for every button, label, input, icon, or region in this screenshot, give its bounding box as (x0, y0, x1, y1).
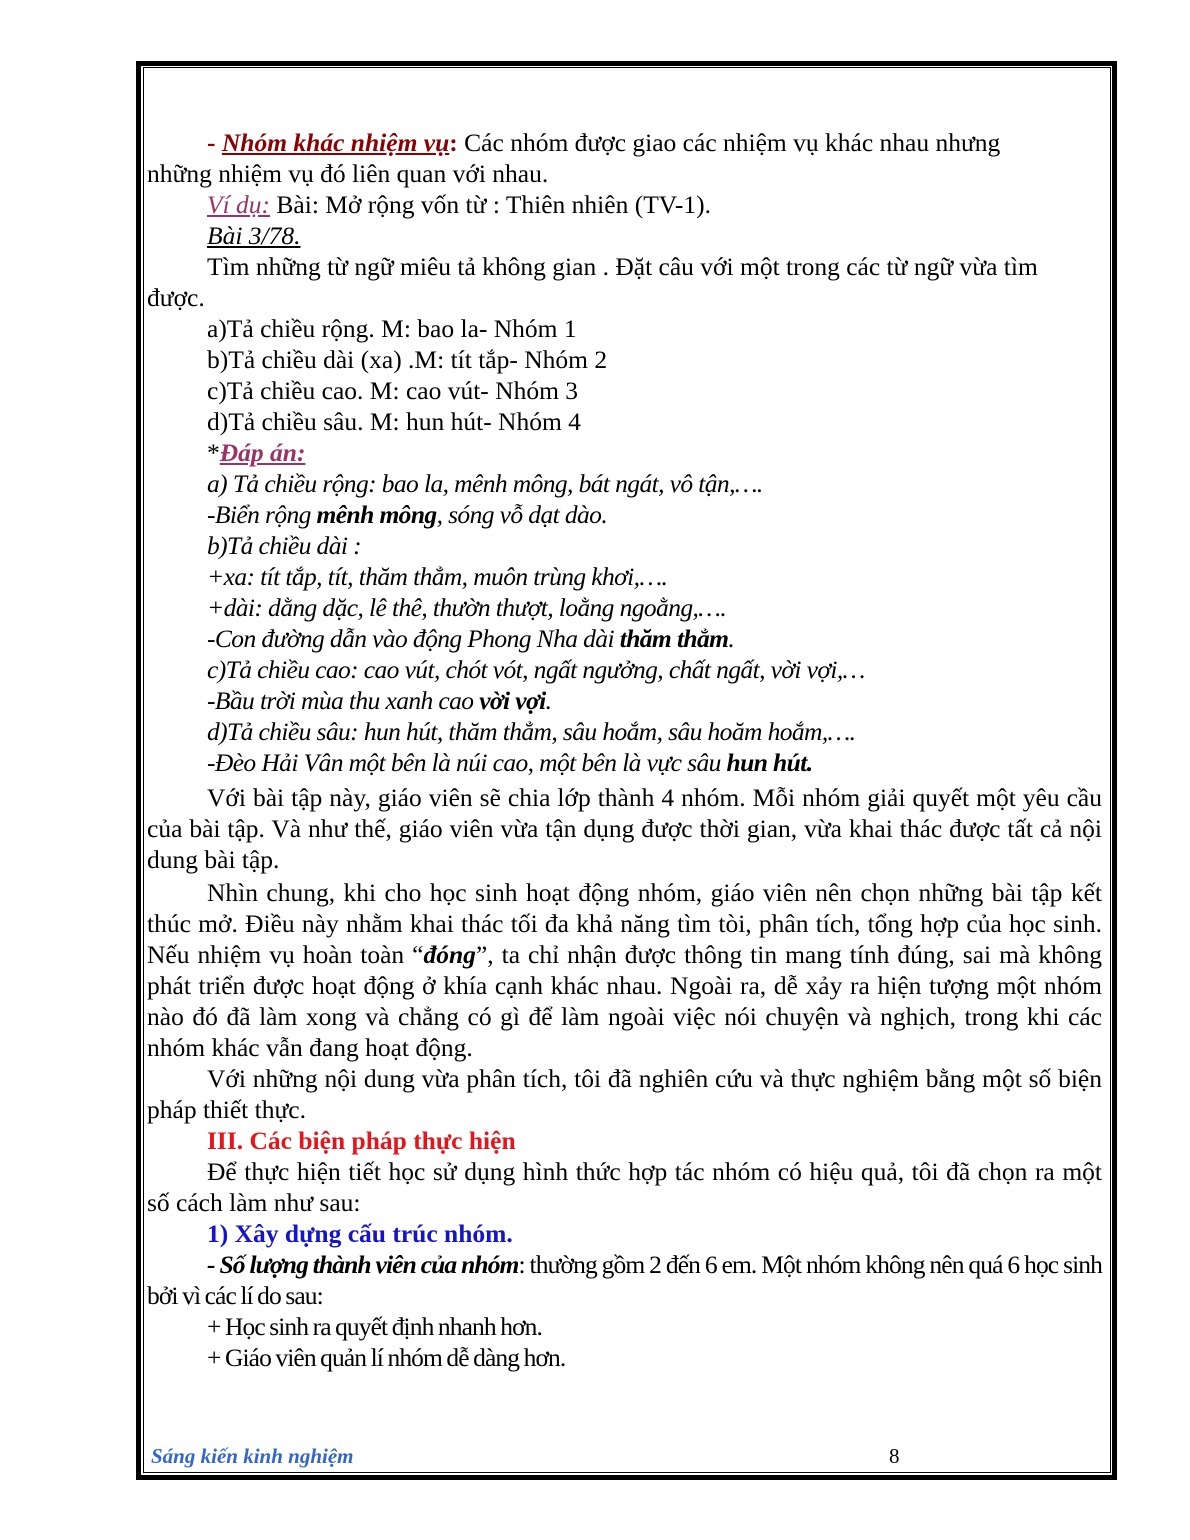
term-colon: : (449, 128, 458, 157)
text: -Đèo Hải Vân một bên là núi cao, một bên là vực sâu (207, 748, 727, 777)
bold-word: mênh mông (316, 500, 437, 529)
answer-a-example (207, 499, 1102, 530)
bold-word: thăm thẳm (619, 624, 729, 653)
paragraph-methods-intro: Để thực hiện tiết học sử dụng hình thức hợp tác nhóm có hiệu quả, tôi đã chọn ra một số cách làm như sau: (147, 1157, 1102, 1217)
text: được. (147, 283, 205, 312)
text: những nhiệm vụ đó liên quan với nhau. (147, 159, 549, 188)
paragraph-exercise-summary: Với bài tập này, giáo viên sẽ chia lớp thành 4 nhóm. Mỗi nhóm giải quyết một yêu cầu của bài tập. Và như thế, giáo viên vừa tận dụng được thời gian, vừa khai thác được tất cả nội dung bài tập. (147, 783, 1102, 874)
dash: - (207, 128, 222, 157)
document-body (147, 127, 1102, 1373)
text: , sóng vỗ dạt dào. (436, 500, 608, 529)
text: : thường gồm 2 đến 6 em. Một nhóm không nên quá 6 học sinh bởi vì các lí do sau: (147, 1250, 1103, 1310)
answer-block (147, 468, 1102, 778)
answer-heading (147, 437, 1102, 468)
task-c: c)Tả chiều cao. M: cao vút- Nhóm 3 (207, 376, 579, 405)
answer-d-example (207, 747, 1102, 778)
answer-c-example (207, 685, 1102, 716)
bold-word: đóng (423, 940, 476, 969)
subsection-heading: 1) Xây dựng cấu trúc nhóm. (207, 1219, 513, 1248)
task-a: a)Tả chiều rộng. M: bao la- Nhóm 1 (207, 314, 577, 343)
answer-d: d)Tả chiều sâu: hun hút, thăm thẳm, sâu hoắm, sâu hoăm hoắm,…. (207, 717, 856, 746)
bullet-2: + Giáo viên quản lí nhóm dễ dàng hơn. (207, 1343, 566, 1372)
paragraph-task-groups (147, 127, 1102, 189)
text: -Con đường dẫn vào động Phong Nha dài (207, 624, 620, 653)
paragraph-general (147, 877, 1102, 1063)
bold-term: - Số lượng thành viên của nhóm (207, 1250, 519, 1279)
section-heading: III. Các biện pháp thực hiện (207, 1126, 516, 1155)
asterisk: * (207, 438, 220, 467)
exercise-prompt (147, 251, 1102, 313)
text: Bài: Mở rộng vốn từ : Thiên nhiên (TV-1). (270, 190, 711, 219)
answer-b-long: +dài: dằng dặc, lê thê, thườn thượt, loằng ngoằng,…. (207, 593, 727, 622)
paragraph-research: Với những nội dung vừa phân tích, tôi đã nghiên cứu và thực nghiệm bằng một số biện pháp thiết thực. (147, 1064, 1102, 1124)
answer-b-example (207, 623, 1102, 654)
example-label: Ví dụ: (207, 190, 271, 219)
paragraph-group-size (147, 1249, 1102, 1311)
example-line (147, 189, 1102, 220)
text: Nhìn chung, khi cho học sinh hoạt động nhóm, giáo viên nên chọn những bài tập kết thúc mở. Điều này nhằm khai thác tối đa khả năng tìm tòi, phân tích, tổng hợp của học sinh. Nếu nhiệm vụ hoàn toàn “ (147, 878, 1102, 969)
bold-word: vời vợi (479, 686, 546, 715)
answer-b: b)Tả chiều dài : (207, 531, 361, 560)
page-number: 8 (889, 1444, 900, 1468)
exercise-number: Bài 3/78. (207, 221, 301, 250)
text: ”, ta chỉ nhận được thông tin mang tính đúng, sai mà không phát triển được hoạt động ở khía cạnh khác nhau. Ngoài ra, dễ xảy ra hiện tượng một nhóm nào đó đã làm xong và chẳng có gì để làm ngoài việc nói chuyện và nghịch, trong khi các nhóm khác vẫn đang hoạt động. (147, 940, 1103, 1062)
text: -Biển rộng (207, 500, 317, 529)
text: . (728, 624, 735, 653)
answer-c: c)Tả chiều cao: cao vút, chót vót, ngất ngưởng, chất ngất, vời vợi,… (207, 655, 865, 684)
task-d: d)Tả chiều sâu. M: hun hút- Nhóm 4 (207, 407, 581, 436)
text: Tìm những từ ngữ miêu tả không gian . Đặt câu với một trong các từ ngữ vừa tìm (207, 252, 1038, 281)
answer-label: Đáp án: (219, 438, 306, 467)
text: . (545, 686, 552, 715)
exercise-ref (147, 220, 1102, 251)
text: Các nhóm được giao các nhiệm vụ khác nhau nhưng (457, 128, 1001, 157)
task-b: b)Tả chiều dài (xa) .M: tít tắp- Nhóm 2 (207, 345, 608, 374)
term-nhom-khac-nhiem-vu: Nhóm khác nhiệm vụ (221, 128, 450, 157)
bold-word: hun hút. (726, 748, 813, 777)
answer-b-far: +xa: tít tắp, tít, thăm thẳm, muôn trùng khơi,…. (207, 562, 668, 591)
footer-title: Sáng kiến kinh nghiệm (151, 1444, 354, 1468)
answer-a: a) Tả chiều rộng: bao la, mênh mông, bát ngát, vô tận,…. (207, 469, 763, 498)
bullet-1: + Học sinh ra quyết định nhanh hơn. (207, 1312, 542, 1341)
text: -Bầu trời mùa thu xanh cao (207, 686, 480, 715)
